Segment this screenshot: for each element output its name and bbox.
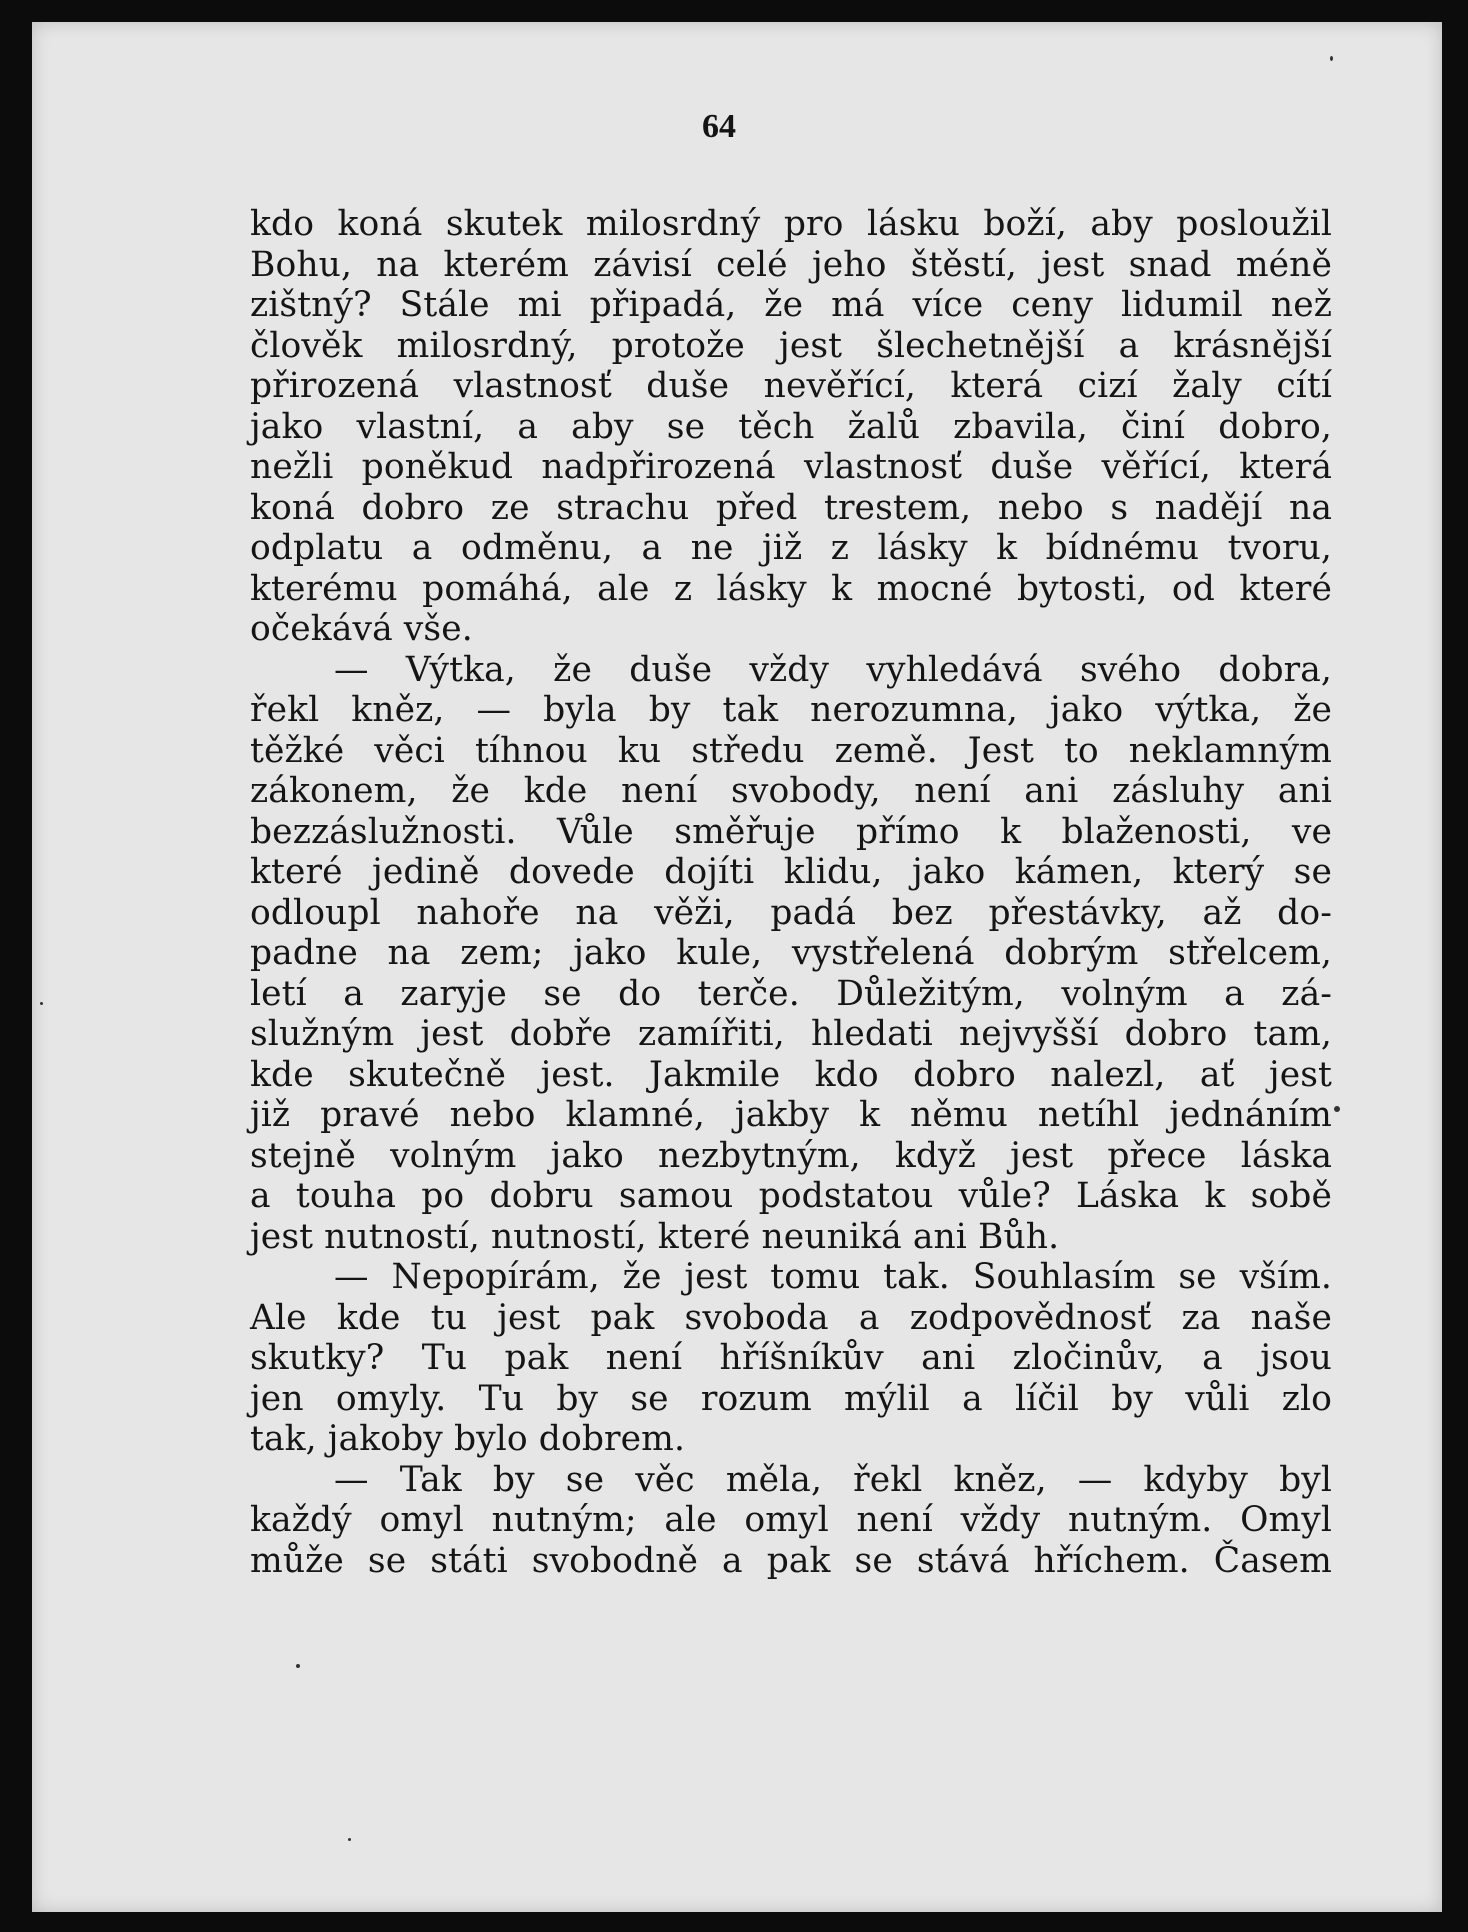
text-line: jako vlastní, a aby se těch žalů zbavila, činí dobro, [250,406,1332,447]
text-line: Ale kde tu jest pak svoboda a zodpovědnosť za naše [250,1297,1332,1338]
text-line: očekává vše. [250,609,473,649]
scan-speck [348,1838,351,1841]
page-number: 64 [702,108,736,145]
scan-speck [1334,1106,1340,1112]
text-line: letí a zaryje se do terče. Důležitým, volným a zá- [250,973,1332,1014]
text-line: jen omyly. Tu by se rozum mýlil a líčil by vůli zlo [250,1378,1332,1419]
text-line: — Výtka, že duše vždy vyhledává svého dobra, [334,649,1332,690]
text-line: stejně volným jako nezbytným, když jest přece láska [250,1135,1332,1176]
text-line-indented [250,1257,1332,1298]
text-line: tak, jakoby bylo dobrem. [250,1419,686,1459]
text-line: jest nutností, nutností, které neuniká ani Bůh. [250,1216,1060,1257]
text-line: koná dobro ze strachu před trestem, nebo s nadějí na [250,487,1332,528]
text-line: zištný? Stále mi připadá, že má více ceny lidumil než [250,285,1332,325]
text-line: — Tak by se věc měla, řekl kněz, — kdyby byl [334,1459,1332,1500]
paragraph [250,204,1332,650]
text-line: může se státi svobodně a pak se stává hříchem. Časem [250,1540,1332,1581]
text-line: padne na zem; jako kule, vystřelená dobrým střelcem, [250,933,1332,973]
text-line: kde skutečně jest. Jakmile kdo dobro nalezl, ať jest [250,1054,1332,1095]
text-line: přirozená vlastnosť duše nevěřící, která cizí žaly cítí [250,366,1332,406]
book-page [32,22,1442,1912]
body-text [250,204,1332,1581]
text-line: odloupl nahoře na věži, padá bez přestávky, až do- [250,892,1332,933]
text-line: a touha po dobru samou podstatou vůle? Láska k sobě [250,1176,1332,1216]
scan-speck [296,1664,300,1668]
text-line: které jedině dovede dojíti klidu, jako kámen, který se [250,852,1332,892]
text-line-indented [250,650,1332,691]
text-line: skutky? Tu pak není hříšníkův ani zločinův, a jsou [250,1338,1332,1378]
text-line: bezzáslužnosti. Vůle směřuje přímo k blaženosti, ve [250,811,1332,852]
text-line-indented [250,1460,1332,1501]
paragraph [250,1257,1332,1460]
text-line: každý omyl nutným; ale omyl není vždy nutným. Omyl [250,1500,1332,1540]
text-line: nežli poněkud nadpřirozená vlastnosť duše věřící, která [250,447,1332,487]
text-line: řekl kněz, — byla by tak nerozumna, jako výtka, že [250,690,1332,730]
paragraph [250,650,1332,1258]
text-line: zákonem, že kde není svobody, není ani zásluhy ani [250,771,1332,811]
text-line: Bohu, na kterém závisí celé jeho štěstí, jest snad méně [250,244,1332,285]
text-line: kdo koná skutek milosrdný pro lásku boží, aby posloužil [250,204,1332,244]
text-line: — Nepopírám, že jest tomu tak. Souhlasím se vším. [334,1257,1332,1297]
scan-speck [1330,56,1333,61]
scan-speck [40,1002,43,1005]
paragraph [250,1460,1332,1582]
text-line: člověk milosrdný, protože jest šlechetnější a krásnější [250,325,1332,366]
text-line: kterému pomáhá, ale z lásky k mocné bytosti, od které [250,568,1332,609]
text-line: již pravé nebo klamné, jakby k němu netíhl jednáním [250,1095,1332,1135]
text-line: těžké věci tíhnou ku středu země. Jest to neklamným [250,730,1332,771]
text-line: služným jest dobře zamířiti, hledati nejvyšší dobro tam, [250,1014,1332,1054]
text-line: odplatu a odměnu, a ne již z lásky k bídnému tvoru, [250,528,1332,568]
